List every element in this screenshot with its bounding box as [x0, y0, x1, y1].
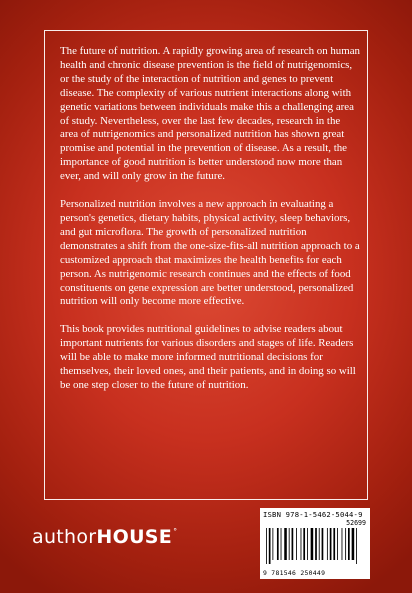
barcode-bar — [315, 528, 317, 560]
isbn-barcode — [260, 508, 370, 579]
publisher-logo — [32, 526, 177, 548]
barcode-bar — [333, 528, 335, 560]
barcode-bar — [296, 528, 297, 560]
barcode-bar — [307, 528, 308, 560]
blurb-paragraph-3: This book provides nutritional guidelines to advise readers about important nutrients for various disorders and stages of life. Readers will be able to make more informed nutritional decisions for themselves, their loved ones, and their patients, and in doing so will be one step closer to the future of nutrition. — [60, 323, 356, 391]
barcode-bar — [356, 528, 357, 564]
barcode-bar — [266, 528, 267, 564]
blurb-paragraph-1: The future of nutrition. A rapidly growing area of research on human health and chronic disease prevention is the field of nutrigenomics, or the study of the interaction of nutrition and genes to prevent disease. The complexity of various nutrient interactions along with genetic variations between individuals make this a challenging area of study. Nevertheless, over the last few decades, research in the area of nutrigenomics and personalized nutrition has shown great promise and potential in the prevention of disease. As a result, the importance of good nutrition is better understood now more than ever, and will only grow in the future. — [60, 45, 361, 183]
barcode-bar — [301, 528, 302, 560]
barcode-bar — [292, 528, 294, 560]
barcode-bar — [322, 528, 324, 560]
barcode-bar — [348, 528, 350, 560]
barcode-bar — [327, 528, 328, 560]
barcode-bar — [345, 528, 346, 560]
barcode-bar — [272, 528, 273, 560]
barcode-bar — [352, 528, 355, 560]
barcode-bar — [311, 528, 314, 560]
logo-house: HOUSE — [96, 526, 173, 548]
barcode-bar — [289, 528, 290, 560]
barcode-digits: 9 781546 250449 — [263, 569, 326, 577]
barcode-bars — [265, 528, 365, 568]
barcode-bar — [342, 528, 343, 560]
price-code: 52699 — [346, 519, 366, 527]
barcode-bar — [281, 528, 282, 560]
logo-mark: ° — [173, 526, 178, 536]
barcode-bar — [284, 528, 287, 560]
blurb-text — [60, 45, 360, 393]
blurb-paragraph-2: Personalized nutrition involves a new approach in evaluating a person's genetics, dietary habits, physical activity, sleep behaviors, and gut microflora. The growth of personalized nutrition demonstrates a shift from the one-size-fits-all nutrition approach to a customized approach that maximizes the health benefits for each person. As nutrigenomic research continues and the effects of food constituents on gene expression are better understood, personalized nutrition will only become more effective. — [60, 198, 360, 308]
barcode-bar — [319, 528, 320, 560]
isbn-text: ISBN 978-1-5462-5044-9 — [263, 510, 363, 519]
barcode-bar — [337, 528, 338, 560]
barcode-bar — [269, 528, 271, 564]
barcode-bar — [277, 528, 279, 560]
logo-author: author — [32, 526, 97, 548]
barcode-bar — [303, 528, 305, 560]
barcode-bar — [330, 528, 332, 560]
